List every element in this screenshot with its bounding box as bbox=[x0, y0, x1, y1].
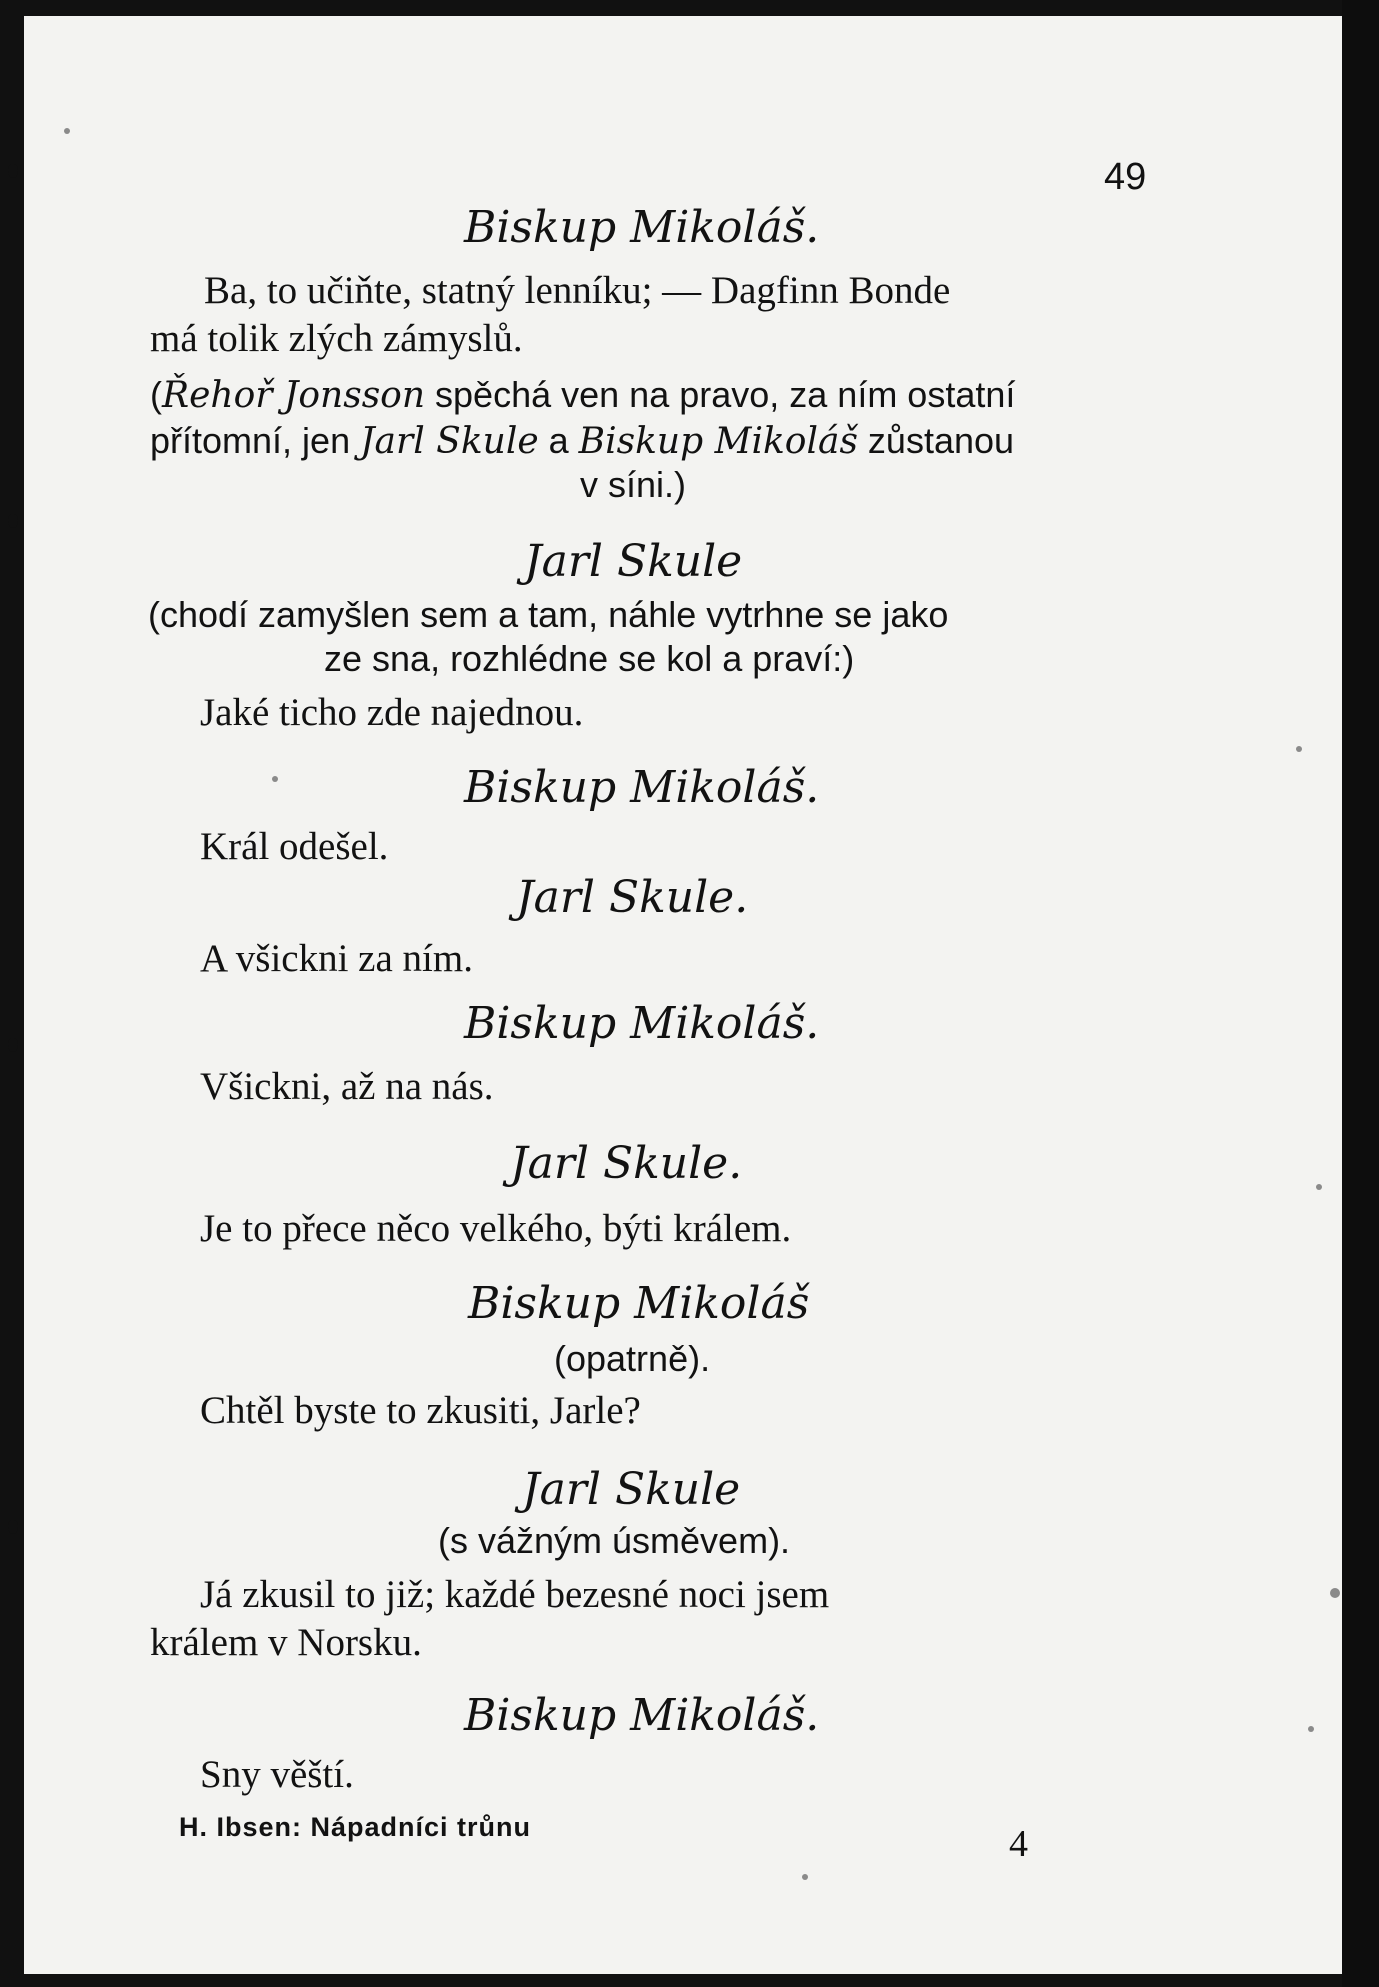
speaker-heading: Jarl Skule. bbox=[510, 1138, 743, 1189]
speaker-heading: Biskup Mikoláš. bbox=[464, 1690, 820, 1741]
speaker-heading: Jarl Skule bbox=[522, 1464, 741, 1515]
stage-direction: (opatrně). bbox=[554, 1338, 711, 1379]
binding-mark bbox=[8, 164, 18, 178]
scan-speck bbox=[1316, 1184, 1322, 1190]
binding-mark bbox=[8, 1520, 18, 1534]
dialogue-line: Já zkusil to již; každé bezesné noci jsem bbox=[200, 1573, 830, 1616]
stage-direction bbox=[150, 420, 1014, 462]
stage-direction-text: ( bbox=[150, 374, 162, 415]
binding-mark bbox=[8, 1038, 18, 1052]
scan-speck bbox=[1308, 1726, 1314, 1732]
footer-signature-line: H. Ibsen: Nápadníci trůnu bbox=[179, 1812, 532, 1842]
scan-speck bbox=[802, 1874, 808, 1880]
dialogue-line: Král odešel. bbox=[200, 825, 389, 868]
page-number: 49 bbox=[1104, 156, 1147, 198]
stage-direction-character: Jarl Skule bbox=[360, 421, 539, 462]
speaker-heading: Biskup Mikoláš. bbox=[464, 762, 820, 813]
dialogue-line: Sny věští. bbox=[200, 1753, 354, 1796]
stage-direction: (chodí zamyšlen sem a tam, náhle vytrhne se jako bbox=[148, 594, 949, 635]
dialogue-line: králem v Norsku. bbox=[150, 1621, 422, 1664]
dialogue-line: Jaké ticho zde najednou. bbox=[200, 691, 584, 734]
stage-direction: (s vážným úsměvem). bbox=[438, 1520, 791, 1561]
speaker-heading: Biskup Mikoláš bbox=[468, 1278, 810, 1329]
binding-mark bbox=[8, 514, 18, 528]
scan-edge-shadow bbox=[1342, 0, 1379, 1987]
dialogue-line: Je to přece něco velkého, býti králem. bbox=[200, 1207, 792, 1250]
book-page bbox=[24, 16, 1342, 1974]
printer-signature-mark: 4 bbox=[1009, 1823, 1028, 1865]
stage-direction-text: a bbox=[538, 420, 579, 461]
stage-direction-character: Řehoř Jonsson bbox=[162, 375, 426, 416]
scan-speck bbox=[272, 776, 278, 782]
stage-direction-character: Biskup Mikoláš bbox=[578, 421, 858, 462]
speaker-heading: Biskup Mikoláš. bbox=[464, 202, 820, 253]
stage-direction-text: zůstanou bbox=[857, 420, 1015, 461]
stage-direction bbox=[150, 374, 1015, 416]
stage-direction-text: spěchá ven na pravo, za ním ostatní bbox=[425, 374, 1016, 415]
dialogue-line: má tolik zlých zámyslů. bbox=[150, 317, 523, 360]
speaker-heading: Biskup Mikoláš. bbox=[464, 998, 820, 1049]
dialogue-line: Všickni, až na nás. bbox=[200, 1065, 494, 1108]
stage-direction: v síni.) bbox=[580, 464, 687, 505]
dialogue-line: Ba, to učiňte, statný lenníku; — Dagfinn Bonde bbox=[204, 269, 951, 312]
stage-direction: ze sna, rozhlédne se kol a praví:) bbox=[324, 638, 855, 679]
dialogue-line: A všickni za ním. bbox=[200, 937, 473, 980]
stage-direction-text: přítomní, jen bbox=[150, 420, 361, 461]
scan-speck bbox=[1296, 746, 1302, 752]
scan-speck bbox=[64, 128, 70, 134]
speaker-heading: Jarl Skule bbox=[524, 536, 743, 587]
speaker-heading: Jarl Skule. bbox=[516, 872, 749, 923]
dialogue-line: Chtěl byste to zkusiti, Jarle? bbox=[200, 1389, 641, 1432]
scan-speck bbox=[1330, 1588, 1340, 1598]
